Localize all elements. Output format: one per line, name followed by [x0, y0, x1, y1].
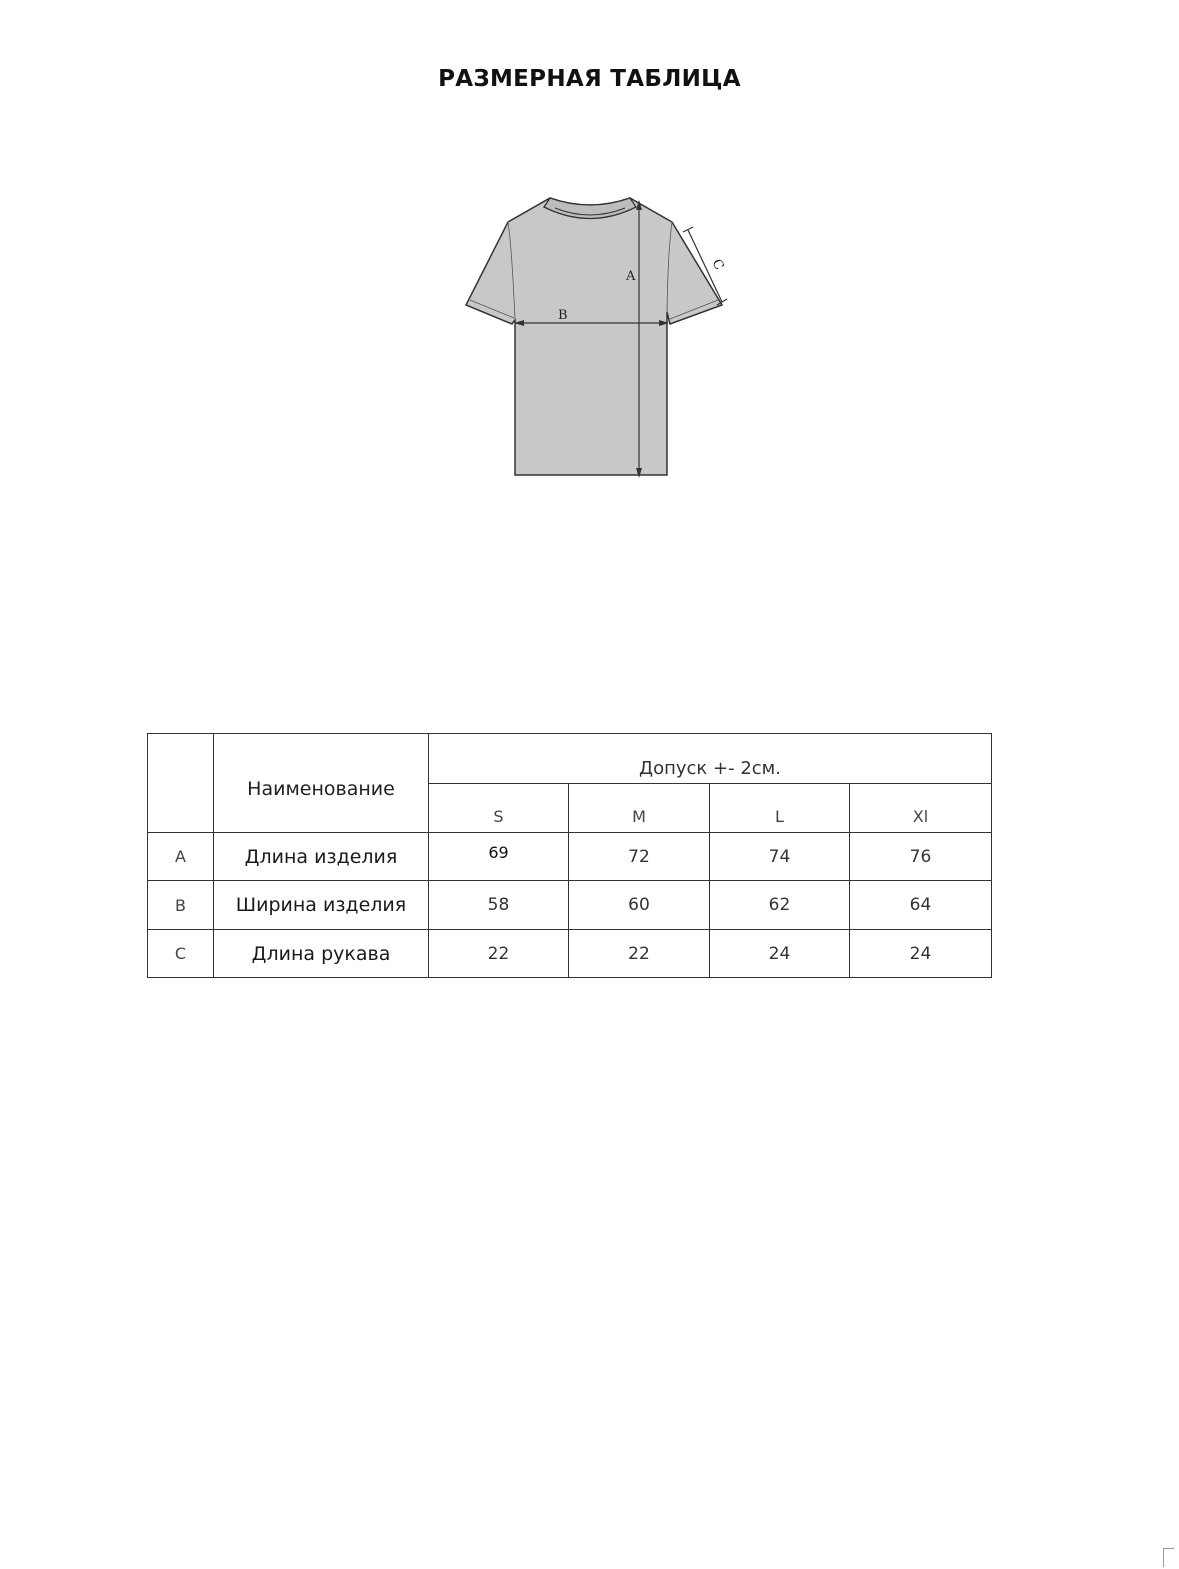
table-cell: 69: [429, 833, 569, 881]
table-cell: 64: [850, 881, 992, 930]
measure-c-label: C: [708, 256, 727, 273]
size-header: M: [569, 784, 710, 833]
tolerance-header: Допуск +- 2см.: [429, 734, 992, 784]
table-cell: 62: [710, 881, 850, 930]
row-name: Длина изделия: [214, 833, 429, 881]
page-title: РАЗМЕРНАЯ ТАБЛИЦА: [438, 66, 741, 92]
tshirt-diagram: [460, 190, 740, 490]
table-row: [148, 930, 992, 978]
name-header: Наименование: [214, 734, 429, 833]
row-name: Длина рукава: [214, 930, 429, 978]
size-header: L: [710, 784, 850, 833]
corner-cell: [148, 734, 214, 833]
table-cell: 72: [569, 833, 710, 881]
table-cell: 58: [429, 881, 569, 930]
row-letter: C: [148, 930, 214, 978]
table-row: [148, 881, 992, 930]
row-letter: B: [148, 881, 214, 930]
row-letter: A: [148, 833, 214, 881]
measure-a-label: A: [626, 269, 636, 284]
table-header-row: [148, 734, 992, 784]
table-cell: 22: [429, 930, 569, 978]
measure-b-label: B: [558, 308, 568, 323]
table-cell: 22: [569, 930, 710, 978]
table-cell: 74: [710, 833, 850, 881]
table-cell: 60: [569, 881, 710, 930]
table-cell: 24: [850, 930, 992, 978]
size-header: S: [429, 784, 569, 833]
table-cell: 24: [710, 930, 850, 978]
table-row: [148, 833, 992, 881]
row-name: Ширина изделия: [214, 881, 429, 930]
size-table: [147, 733, 992, 978]
crop-corner-mark: [1163, 1548, 1174, 1567]
table-cell: 76: [850, 833, 992, 881]
tshirt-body: [466, 198, 722, 475]
size-header: Xl: [850, 784, 992, 833]
